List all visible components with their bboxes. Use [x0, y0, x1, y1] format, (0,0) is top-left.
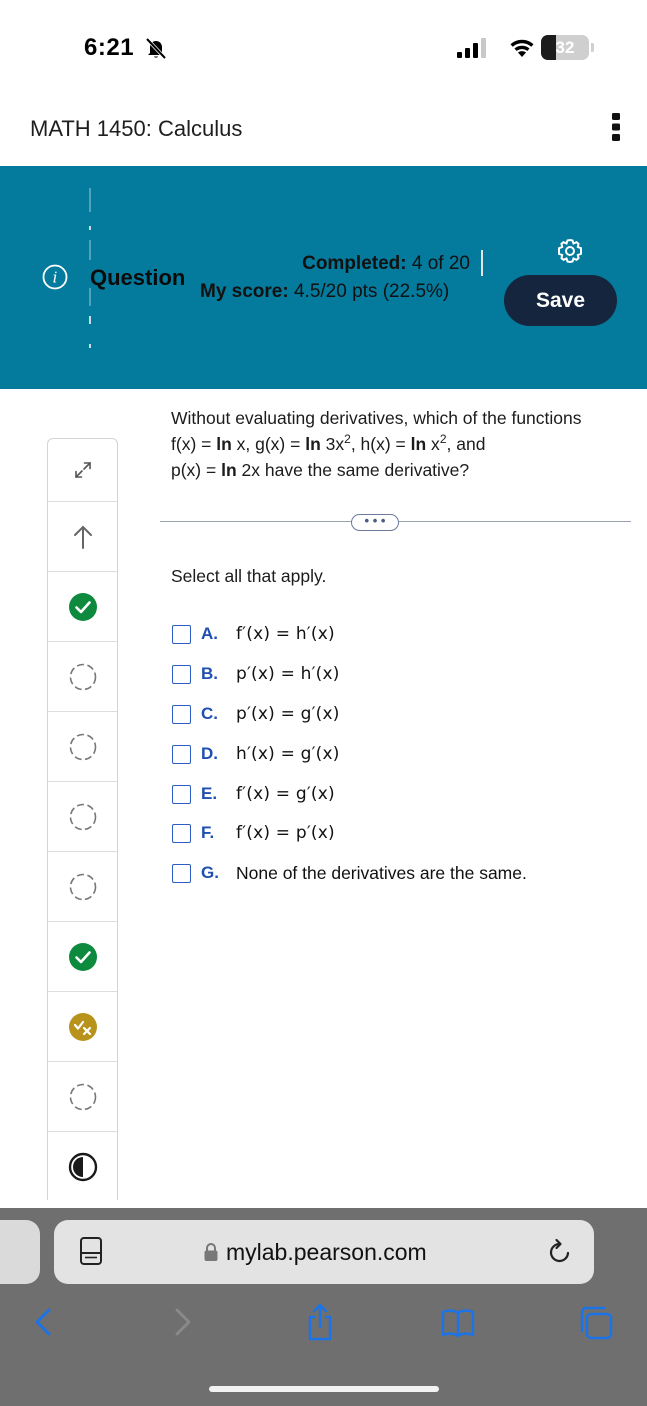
- option-c-letter: C.: [201, 704, 218, 723]
- option-b-checkbox[interactable]: [172, 665, 191, 684]
- question-intro: Without evaluating derivatives, which of the functions: [171, 408, 582, 428]
- option-b-text: p′(x) = h′(x): [236, 664, 340, 684]
- option-b-letter: B.: [201, 664, 218, 683]
- check-circle-icon: [68, 942, 98, 972]
- question-text: [171, 405, 631, 483]
- dashed-circle-icon: [69, 733, 97, 761]
- question-functions-line: f(x) = ln x, $g(x) = \ln 3x^2$, $h(x) = \ln x^2$, and: [171, 432, 486, 454]
- score-label: My score:: [200, 281, 289, 302]
- nav-scroll-up-button[interactable]: [48, 501, 117, 571]
- nav-question-7[interactable]: [48, 991, 117, 1061]
- question-label: Question: [90, 265, 186, 290]
- option-d-checkbox[interactable]: [172, 745, 191, 764]
- expand-question-button[interactable]: • • •: [351, 514, 399, 531]
- home-indicator: [209, 1386, 439, 1392]
- bell-slash-icon: [144, 36, 168, 60]
- option-f[interactable]: [172, 820, 335, 846]
- option-g-text: None of the derivatives are the same.: [236, 862, 527, 883]
- arrow-up-icon: [73, 524, 93, 550]
- dashed-circle-icon: [69, 873, 97, 901]
- wifi-icon: [508, 36, 536, 58]
- cellular-signal-icon: [456, 37, 492, 59]
- option-d[interactable]: [172, 741, 340, 767]
- nav-question-1[interactable]: [48, 571, 117, 641]
- question-nav-panel: [47, 438, 118, 1200]
- share-icon[interactable]: [302, 1302, 338, 1342]
- option-c-checkbox[interactable]: [172, 705, 191, 724]
- option-d-text: h′(x) = g′(x): [236, 744, 340, 764]
- option-f-text: f′(x) = p′(x): [236, 823, 335, 843]
- option-g-checkbox[interactable]: [172, 864, 191, 883]
- tabs-icon[interactable]: [578, 1302, 614, 1342]
- option-b[interactable]: [172, 661, 340, 687]
- option-e[interactable]: [172, 781, 335, 807]
- battery-indicator: [541, 35, 589, 60]
- nav-question-9-current[interactable]: [48, 1131, 117, 1201]
- tab-overview-icon[interactable]: [79, 1236, 103, 1266]
- score-status: [200, 281, 449, 303]
- expand-icon: [72, 459, 94, 481]
- option-e-letter: E.: [201, 784, 218, 803]
- nav-question-4[interactable]: [48, 781, 117, 851]
- lock-icon: [203, 1242, 219, 1262]
- status-time: 6:21: [84, 34, 135, 61]
- check-circle-icon: [68, 592, 98, 622]
- half-circle-icon: [68, 1152, 98, 1182]
- completed-label: Completed:: [302, 253, 407, 274]
- back-icon[interactable]: [25, 1302, 61, 1342]
- completed-status: [200, 253, 470, 275]
- info-icon[interactable]: [42, 264, 68, 290]
- battery-tip: [591, 43, 594, 52]
- completed-value: 4 of 20: [411, 253, 470, 274]
- dashed-circle-icon: [69, 1083, 97, 1111]
- option-c[interactable]: [172, 701, 340, 727]
- question-last-line: p(x) = ln 2x have the same derivative?: [171, 460, 470, 480]
- option-f-checkbox[interactable]: [172, 824, 191, 843]
- more-vertical-icon[interactable]: [610, 111, 622, 143]
- reload-icon[interactable]: [547, 1238, 573, 1266]
- dashed-circle-icon: [69, 663, 97, 691]
- nav-expand-button[interactable]: [48, 439, 117, 501]
- svg-text:i: i: [52, 268, 58, 287]
- option-g-letter: G.: [201, 863, 219, 882]
- nav-question-8[interactable]: [48, 1061, 117, 1131]
- nav-question-6[interactable]: [48, 921, 117, 991]
- option-e-text: f′(x) = g′(x): [236, 784, 335, 804]
- nav-question-5[interactable]: [48, 851, 117, 921]
- dashed-circle-icon: [69, 803, 97, 831]
- battery-level: 32: [555, 37, 575, 57]
- option-a-letter: A.: [201, 624, 218, 643]
- nav-question-2[interactable]: [48, 641, 117, 711]
- option-a[interactable]: [172, 621, 335, 647]
- option-a-text: f′(x) = h′(x): [236, 624, 335, 644]
- gear-icon[interactable]: [556, 237, 584, 265]
- forward-icon[interactable]: [165, 1302, 201, 1342]
- option-e-checkbox[interactable]: [172, 785, 191, 804]
- option-c-text: p′(x) = g′(x): [236, 704, 340, 724]
- answer-instruction: Select all that apply.: [171, 566, 327, 586]
- option-a-checkbox[interactable]: [172, 625, 191, 644]
- option-d-letter: D.: [201, 744, 218, 763]
- course-title: MATH 1450: Calculus: [30, 116, 243, 141]
- battery-fill: [541, 35, 556, 60]
- option-g[interactable]: [172, 860, 527, 886]
- save-button[interactable]: Save: [504, 275, 617, 326]
- bookmarks-icon[interactable]: [440, 1302, 476, 1342]
- partial-circle-icon: [68, 1012, 98, 1042]
- score-value: 4.5/20 pts (22.5%): [293, 281, 450, 302]
- header-divider: [481, 250, 483, 276]
- previous-tab-preview[interactable]: [0, 1220, 40, 1284]
- url-text[interactable]: mylab.pearson.com: [226, 1239, 427, 1265]
- nav-question-3[interactable]: [48, 711, 117, 781]
- option-f-letter: F.: [201, 823, 215, 842]
